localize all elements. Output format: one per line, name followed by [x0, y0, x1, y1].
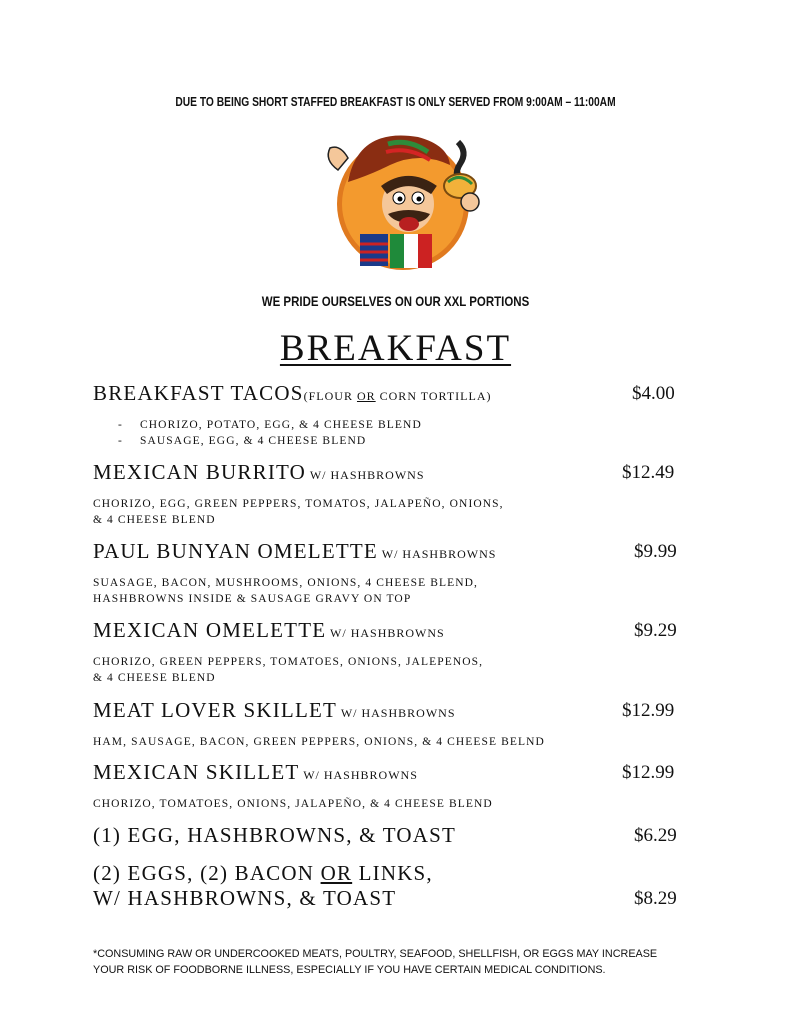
menu-item-two-eggs: [93, 861, 433, 886]
health-disclaimer: [93, 946, 657, 978]
item-note: W/ HASHBROWNS: [326, 626, 445, 640]
item-description: [93, 796, 493, 812]
item-name-or: OR: [320, 861, 353, 885]
item-name: PAUL BUNYAN OMELETTE: [93, 539, 378, 563]
item-name: BREAKFAST TACOS: [93, 381, 304, 405]
item-price: $12.49: [622, 462, 675, 483]
description-line: CHORIZO, EGG, GREEN PEPPERS, TOMATOS, JALAPEÑO, ONIONS,: [93, 498, 504, 510]
item-note: W/ HASHBROWNS: [299, 768, 418, 782]
description-line: SUASAGE, BACON, MUSHROOMS, ONIONS, 4 CHEESE BLEND,: [93, 577, 479, 589]
item-name: (2) EGGS, (2) BACON: [93, 861, 321, 885]
menu-item-meat-lover-skillet: [93, 698, 456, 723]
item-note: W/ HASHBROWNS: [337, 706, 456, 720]
description-line: HASHBROWNS INSIDE & SAUSAGE GRAVY ON TOP: [93, 593, 412, 605]
title-text: BREAKFAST: [279, 328, 512, 369]
item-name: MEXICAN OMELETTE: [93, 618, 327, 642]
bullet-dash: -: [118, 435, 123, 447]
list-item-text: SAUSAGE, EGG, & 4 CHEESE BLEND: [140, 435, 367, 447]
description-line: & 4 CHEESE BLEND: [93, 672, 216, 684]
bullet-dash: -: [118, 419, 123, 431]
description-line: CHORIZO, TOMATOES, ONIONS, JALAPEÑO, & 4 CHEESE BLEND: [93, 798, 493, 810]
item-note: CORN TORTILLA): [375, 389, 492, 403]
item-note: W/ HASHBROWNS: [306, 468, 425, 482]
menu-item-paul-bunyan-omelette: [93, 539, 496, 564]
item-name: (1) EGG, HASHBROWNS, & TOAST: [93, 823, 457, 847]
item-price: $12.99: [622, 700, 675, 721]
item-price: $9.29: [634, 620, 677, 641]
description-line: CHORIZO, GREEN PEPPERS, TOMATOES, ONIONS, JALEPENOS,: [93, 656, 484, 668]
item-note: (FLOUR: [303, 389, 357, 403]
menu-item-mexican-omelette: [93, 618, 445, 643]
item-note: W/ HASHBROWNS: [377, 547, 497, 561]
item-description: [93, 654, 483, 686]
description-line: HAM, SAUSAGE, BACON, GREEN PEPPERS, ONIONS, & 4 CHEESE BELND: [93, 736, 545, 748]
list-item: [118, 417, 422, 433]
item-price: $12.99: [622, 762, 675, 783]
item-price: $8.29: [634, 888, 677, 909]
list-item-text: CHORIZO, POTATO, EGG, & 4 CHEESE BLEND: [140, 419, 422, 431]
menu-item-two-eggs-line2: W/ HASHBROWNS, & TOAST: [93, 886, 397, 910]
item-description: [93, 496, 504, 528]
mexican-chef-mascot-icon: [308, 122, 498, 274]
menu-item-mexican-burrito: [93, 460, 425, 485]
menu-item-breakfast-tacos: [93, 381, 491, 406]
description-line: & 4 CHEESE BLEND: [93, 514, 216, 526]
menu-item-one-egg: [93, 823, 456, 848]
item-price: $4.00: [632, 383, 675, 404]
disclaimer-line: *CONSUMING RAW OR UNDERCOOKED MEATS, POULTRY, SEAFOOD, SHELLFISH, OR EGGS MAY INCREASE: [93, 948, 658, 960]
item-note-or: OR: [356, 389, 376, 403]
item-price: $9.99: [634, 541, 677, 562]
hours-notice: DUE TO BEING SHORT STAFFED BREAKFAST IS ONLY SERVED FROM 9:00AM – 11:00AM: [175, 95, 616, 109]
page-title: [0, 327, 791, 370]
list-item: [118, 433, 422, 449]
item-description: [93, 734, 545, 750]
item-name: MEXICAN BURRITO: [93, 460, 307, 484]
portions-tagline: WE PRIDE OURSELVES ON OUR XXL PORTIONS: [261, 293, 530, 309]
taco-options-list: [118, 417, 422, 449]
item-name: LINKS,: [352, 861, 433, 885]
disclaimer-line: YOUR RISK OF FOODBORNE ILLNESS, ESPECIALLY IF YOU HAVE CERTAIN MEDICAL CONDITIONS.: [93, 964, 606, 976]
item-price: $6.29: [634, 825, 677, 846]
menu-item-mexican-skillet: [93, 760, 418, 785]
item-name: MEAT LOVER SKILLET: [93, 698, 338, 722]
item-description: [93, 575, 478, 607]
item-name: MEXICAN SKILLET: [93, 760, 300, 784]
